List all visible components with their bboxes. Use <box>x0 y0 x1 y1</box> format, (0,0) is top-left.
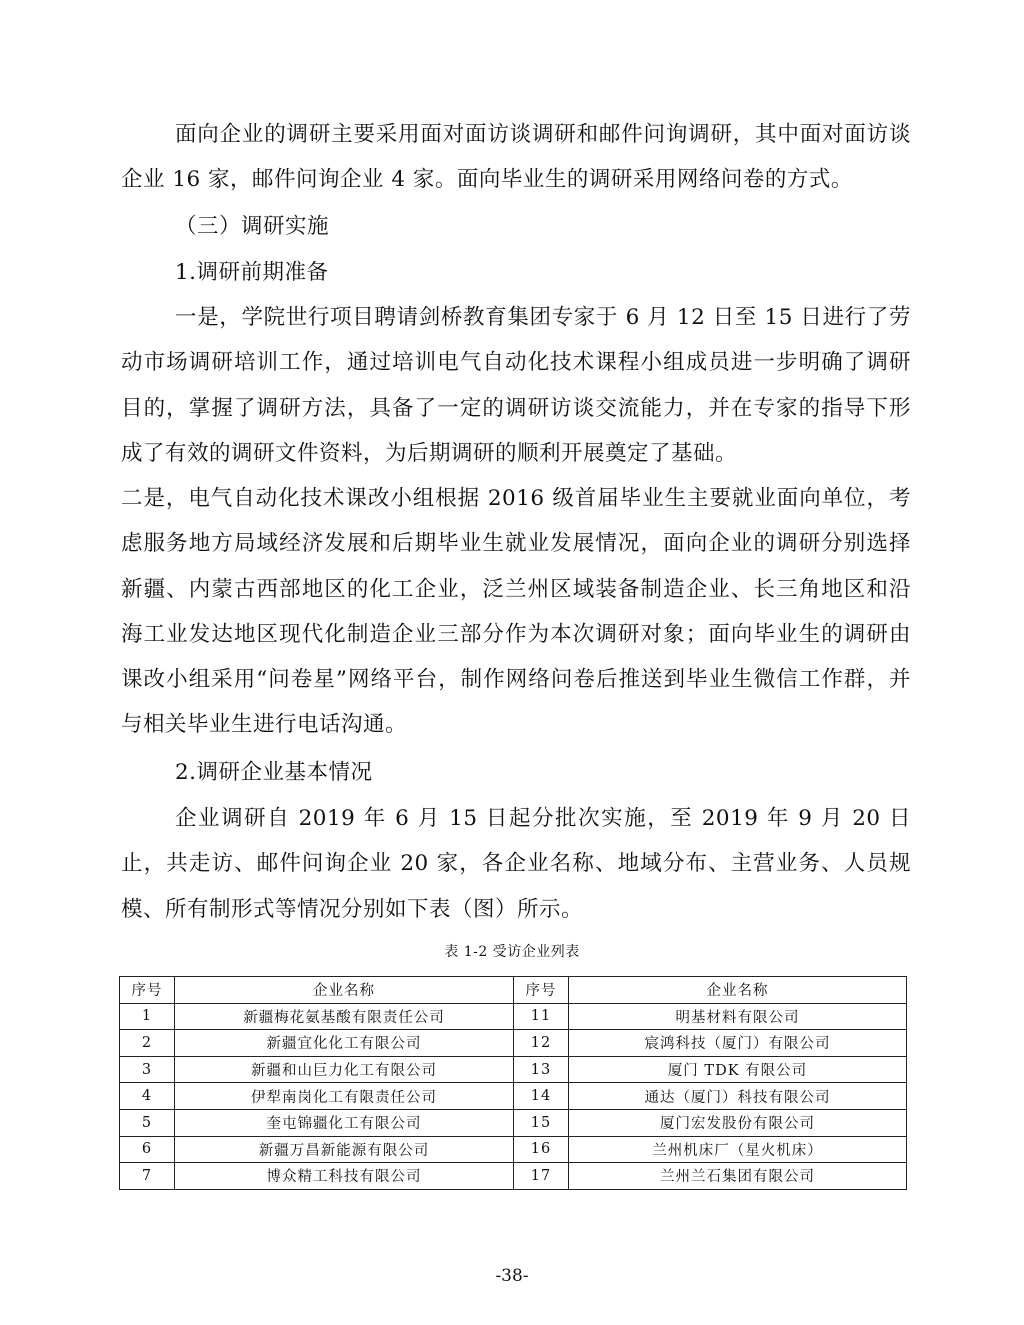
enterprise-name: 新疆万昌新能源有限公司 <box>175 1136 514 1163</box>
row-index: 15 <box>514 1109 569 1136</box>
enterprise-name: 博众精工科技有限公司 <box>175 1163 514 1190</box>
subsection-heading-preparation: 1.调研前期准备 <box>175 260 329 285</box>
row-index: 5 <box>120 1109 175 1136</box>
table-row <box>120 1109 907 1136</box>
table-header-row <box>120 977 907 1004</box>
paragraph-preparation-second: 二是，电气自动化技术课改小组根据 2016 级首届毕业生主要就业面向单位，考虑服务地方局域经济发展和后期毕业生就业发展情况，面向企业的调研分别选择新疆、内蒙古西部地区的化工企业，泛兰州区域装备制造企业、长三角地区和沿海工业发达地区现代化制造企业三部分作为本次调研对象；面向毕业生的调研由课改小组采用“问卷星”网络平台，制作网络问卷后推送到毕业生微信工作群，并与相关毕业生进行电话沟通。 <box>121 486 911 738</box>
subsection-heading-enterprise-info: 2.调研企业基本情况 <box>175 760 373 785</box>
row-index: 2 <box>120 1030 175 1057</box>
row-index: 1 <box>120 1003 175 1030</box>
header-name-left: 企业名称 <box>175 977 514 1004</box>
enterprise-table <box>119 976 907 1190</box>
enterprise-name: 通达（厦门）科技有限公司 <box>569 1083 907 1110</box>
table-row <box>120 1056 907 1083</box>
paragraph-survey-methods: 面向企业的调研主要采用面对面访谈调研和邮件问询调研，其中面对面访谈企业 16 家，邮件问询企业 4 家。面向毕业生的调研采用网络问卷的方式。 <box>121 122 911 193</box>
enterprise-name: 明基材料有限公司 <box>569 1003 907 1030</box>
table-row <box>120 1030 907 1057</box>
enterprise-name: 宸鸿科技（厦门）有限公司 <box>569 1030 907 1057</box>
row-index: 13 <box>514 1056 569 1083</box>
row-index: 16 <box>514 1136 569 1163</box>
enterprise-name: 兰州机床厂（星火机床） <box>569 1136 907 1163</box>
header-name-right: 企业名称 <box>569 977 907 1004</box>
table-row <box>120 1003 907 1030</box>
page-number: -38- <box>495 1266 529 1286</box>
enterprise-name: 伊犁南岗化工有限责任公司 <box>175 1083 514 1110</box>
row-index: 7 <box>120 1163 175 1190</box>
enterprise-name: 新疆梅花氨基酸有限责任公司 <box>175 1003 514 1030</box>
enterprise-name: 厦门 TDK 有限公司 <box>569 1056 907 1083</box>
enterprise-name: 奎屯锦疆化工有限公司 <box>175 1109 514 1136</box>
row-index: 4 <box>120 1083 175 1110</box>
enterprise-name: 新疆宜化化工有限公司 <box>175 1030 514 1057</box>
row-index: 12 <box>514 1030 569 1057</box>
enterprise-name: 厦门宏发股份有限公司 <box>569 1109 907 1136</box>
table-row <box>120 1083 907 1110</box>
header-index-left: 序号 <box>120 977 175 1004</box>
header-index-right: 序号 <box>514 977 569 1004</box>
paragraph-enterprise-overview: 企业调研自 2019 年 6 月 15 日起分批次实施，至 2019 年 9 月 20 日止，共走访、邮件问询企业 20 家，各企业名称、地域分布、主营业务、人员规模、所有制形式等情况分别如下表（图）所示。 <box>121 806 911 922</box>
paragraph-preparation-first: 一是，学院世行项目聘请剑桥教育集团专家于 6 月 12 日至 15 日进行了劳动市场调研培训工作，通过培训电气自动化技术课程小组成员进一步明确了调研目的，掌握了调研方法，具备了一定的调研访谈交流能力，并在专家的指导下形成了有效的调研文件资料，为后期调研的顺利开展奠定了基础。 <box>121 305 911 466</box>
enterprise-name: 兰州兰石集团有限公司 <box>569 1163 907 1190</box>
table-row <box>120 1163 907 1190</box>
table-row <box>120 1136 907 1163</box>
row-index: 6 <box>120 1136 175 1163</box>
row-index: 11 <box>514 1003 569 1030</box>
section-heading-implementation: （三）调研实施 <box>175 214 330 239</box>
row-index: 14 <box>514 1083 569 1110</box>
table-caption: 表 1-2 受访企业列表 <box>444 944 580 960</box>
enterprise-name: 新疆和山巨力化工有限公司 <box>175 1056 514 1083</box>
row-index: 3 <box>120 1056 175 1083</box>
row-index: 17 <box>514 1163 569 1190</box>
